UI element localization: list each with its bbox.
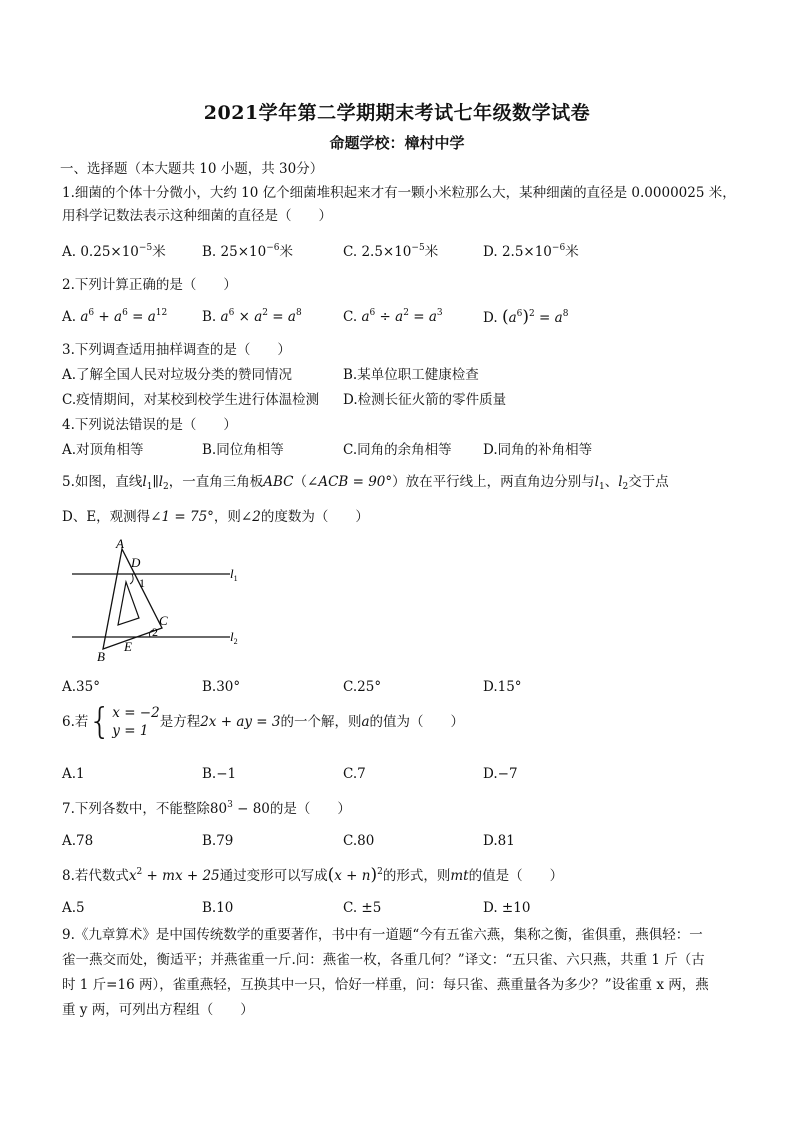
q5-figure	[62, 532, 252, 667]
q5-option-d: D.15°	[483, 679, 522, 695]
angle-1: ∠1 = 75°	[150, 509, 214, 525]
option-exp: −5	[138, 243, 153, 253]
page-title: 2021学年第二学期期末考试七年级数学试卷	[203, 102, 591, 124]
label-l1: $l_1$	[230, 566, 238, 583]
q3-option-c: C.疫情期间，对某校到校学生进行体温检测	[62, 392, 320, 408]
angle-1-arc	[130, 574, 133, 584]
label-1: 1	[139, 576, 145, 590]
q2-option-b: B. $a^6 \times a^2 = a^8$	[202, 308, 302, 325]
q3-option-d: D.检测长征火箭的零件质量	[343, 392, 507, 408]
label-D: D	[131, 555, 141, 570]
q9-stem-line4: 重 y 两，可列出方程组（ ）	[62, 1002, 254, 1018]
option-coef: 0.25×10	[80, 244, 139, 260]
text: 的度数为（ ）	[260, 509, 369, 525]
q1-stem-line2: 用科学记数法表示这种细菌的直径是（ ）	[62, 208, 332, 224]
option-unit: 米	[152, 244, 166, 260]
q2-option-d: D. $(a^6)^2 = a^8$	[483, 307, 569, 327]
option-unit: 米	[279, 244, 293, 260]
text: 、	[604, 474, 619, 490]
option-label: D.	[483, 310, 498, 326]
q6-option-b: B.−1	[202, 766, 237, 782]
text: 7.下列各数中，不能整除	[62, 801, 210, 817]
q8-option-a: A.5	[62, 900, 85, 916]
text: 6.若	[62, 714, 89, 730]
expression: + mx + 25	[146, 868, 220, 884]
q5-option-c: C.25°	[343, 679, 382, 695]
label-2: 2	[152, 625, 158, 639]
text: ）放在平行线上，两直角边分别与	[392, 474, 595, 490]
triangle-inner	[118, 582, 139, 625]
text: 通过变形可以写成	[219, 868, 328, 884]
q1-stem-line1: 1.细菌的个体十分微小，大约 10 亿个细菌堆积起来才有一颗小米粒那么大，某种细菌的直径是 0.0000025 米，	[62, 185, 736, 201]
angle-acb: ∠ACB = 90°	[307, 474, 393, 490]
option-exp: −6	[551, 243, 566, 253]
variable: a	[361, 714, 370, 730]
q6-option-a: A.1	[62, 766, 85, 782]
text: ，一直角三角板	[168, 474, 264, 490]
option-coef: 2.5×10	[501, 244, 552, 260]
q8-option-b: B.10	[202, 900, 234, 916]
q2-option-c: C. $a^6 \div a^2 = a^3$	[343, 308, 443, 325]
q8-option-d: D. ±10	[483, 900, 531, 916]
option-label: B.	[202, 244, 217, 260]
label-E: E	[124, 639, 132, 654]
q4-option-c: C.同角的余角相等	[343, 442, 452, 458]
q4-option-a: A.对顶角相等	[62, 442, 144, 458]
label-B: B	[97, 649, 105, 664]
q1-option-b	[202, 243, 293, 261]
brace-icon: {	[88, 701, 112, 742]
q3-option-b: B.某单位职工健康检查	[343, 367, 479, 383]
page-subtitle: 命题学校：樟村中学	[329, 134, 465, 152]
text: 5.如图，直线	[62, 474, 143, 490]
equation-2: y = 1	[112, 723, 149, 739]
option-label: A.	[62, 309, 77, 325]
exponent: 3	[227, 800, 233, 810]
base: 80	[209, 801, 228, 817]
text: 交于点	[628, 474, 669, 490]
q9-stem-line3: 时 1 斤=16 两），雀重燕轻，互换其中一只，恰好一样重，问：每只雀、燕重量各为多少？”设雀重 x 两，燕	[62, 977, 709, 993]
option-coef: 25×10	[220, 244, 267, 260]
q7-stem	[62, 800, 351, 818]
q4-option-b: B.同位角相等	[202, 442, 284, 458]
text: ，则	[213, 509, 241, 525]
label-l2: $l_2$	[230, 629, 238, 646]
equation-system	[112, 704, 159, 740]
text: 的是（ ）	[269, 801, 351, 817]
equation: 2x + ay = 3	[200, 714, 281, 730]
section-heading: 一、选择题（本大题共 10 小题，共 30分）	[60, 161, 324, 177]
q9-stem-line1: 9.《九章算术》是中国传统数学的重要著作，书中有一道题“今有五雀六燕，集称之衡，雀俱重，燕俱轻：一	[62, 927, 703, 943]
q8-option-c: C. ±5	[343, 900, 382, 916]
label-A: A	[116, 536, 124, 551]
q6-option-d: D.−7	[483, 766, 518, 782]
q9-stem-line2: 雀一燕交而处，衡适平；并燕雀重一斤.问：燕雀一枚，各重几何？”译文：“五只雀、六只燕，共重 1 斤（古	[62, 952, 705, 968]
q5-option-a: A.35°	[62, 679, 100, 695]
q3-stem: 3.下列调查适用抽样调查的是（ ）	[62, 342, 291, 358]
q5-option-b: B.30°	[202, 679, 241, 695]
q7-option-c: C.80	[343, 833, 375, 849]
q7-option-a: A.78	[62, 833, 94, 849]
option-label: B.	[202, 309, 217, 325]
q4-option-d: D.同角的补角相等	[483, 442, 593, 458]
text: 是方程	[159, 714, 201, 730]
text: 的一个解，则	[280, 714, 362, 730]
q4-stem: 4.下列说法错误的是（ ）	[62, 417, 237, 433]
text: 的形式，则	[382, 868, 451, 884]
equation-1: x = −2	[112, 705, 160, 721]
q1-option-d	[483, 243, 579, 261]
q7-option-d: D.81	[483, 833, 515, 849]
text: 的值为（ ）	[369, 714, 465, 730]
q6-stem	[62, 701, 465, 742]
q5-stem-line2	[62, 508, 369, 526]
option-exp: −5	[411, 243, 425, 253]
q5-stem-line1: 5.如图，直线$l_1\parallel l_2$，一直角三角板ABC（∠ACB = 90°）放在平行线上，两直角边分别与$l_1$、$l_2$交于点	[62, 474, 669, 492]
text: − 80	[232, 801, 270, 817]
q3-option-a: A.了解全国人民对垃圾分类的赞同情况	[62, 367, 293, 383]
option-label: C.	[343, 244, 358, 260]
option-coef: 2.5×10	[361, 244, 412, 260]
q1-option-c	[343, 243, 438, 261]
label-C: C	[159, 613, 168, 628]
option-label: A.	[62, 244, 77, 260]
variable: mt	[450, 868, 469, 884]
option-label: D.	[483, 244, 498, 260]
angle-2: ∠2	[240, 509, 261, 525]
q1-option-a	[62, 243, 166, 261]
q8-stem: 8.若代数式$x^2$ + mx + 25通过变形可以写成$(x + n)^2$的形式，则mt的值是（ ）	[62, 865, 564, 885]
option-unit: 米	[565, 244, 579, 260]
option-label: C.	[343, 309, 358, 325]
text: 的值是（ ）	[468, 868, 564, 884]
triangle-name: ABC	[263, 474, 294, 490]
text: （	[293, 474, 308, 490]
q2-stem: 2.下列计算正确的是（ ）	[62, 277, 237, 293]
option-exp: −6	[266, 243, 280, 253]
text: 8.若代数式	[62, 868, 129, 884]
q6-option-c: C.7	[343, 766, 366, 782]
text: D、E，观测得	[62, 509, 151, 525]
q7-option-b: B.79	[202, 833, 234, 849]
option-unit: 米	[424, 244, 439, 260]
q2-option-a: A. $a^6 + a^6 = a^{12}$	[62, 308, 168, 325]
